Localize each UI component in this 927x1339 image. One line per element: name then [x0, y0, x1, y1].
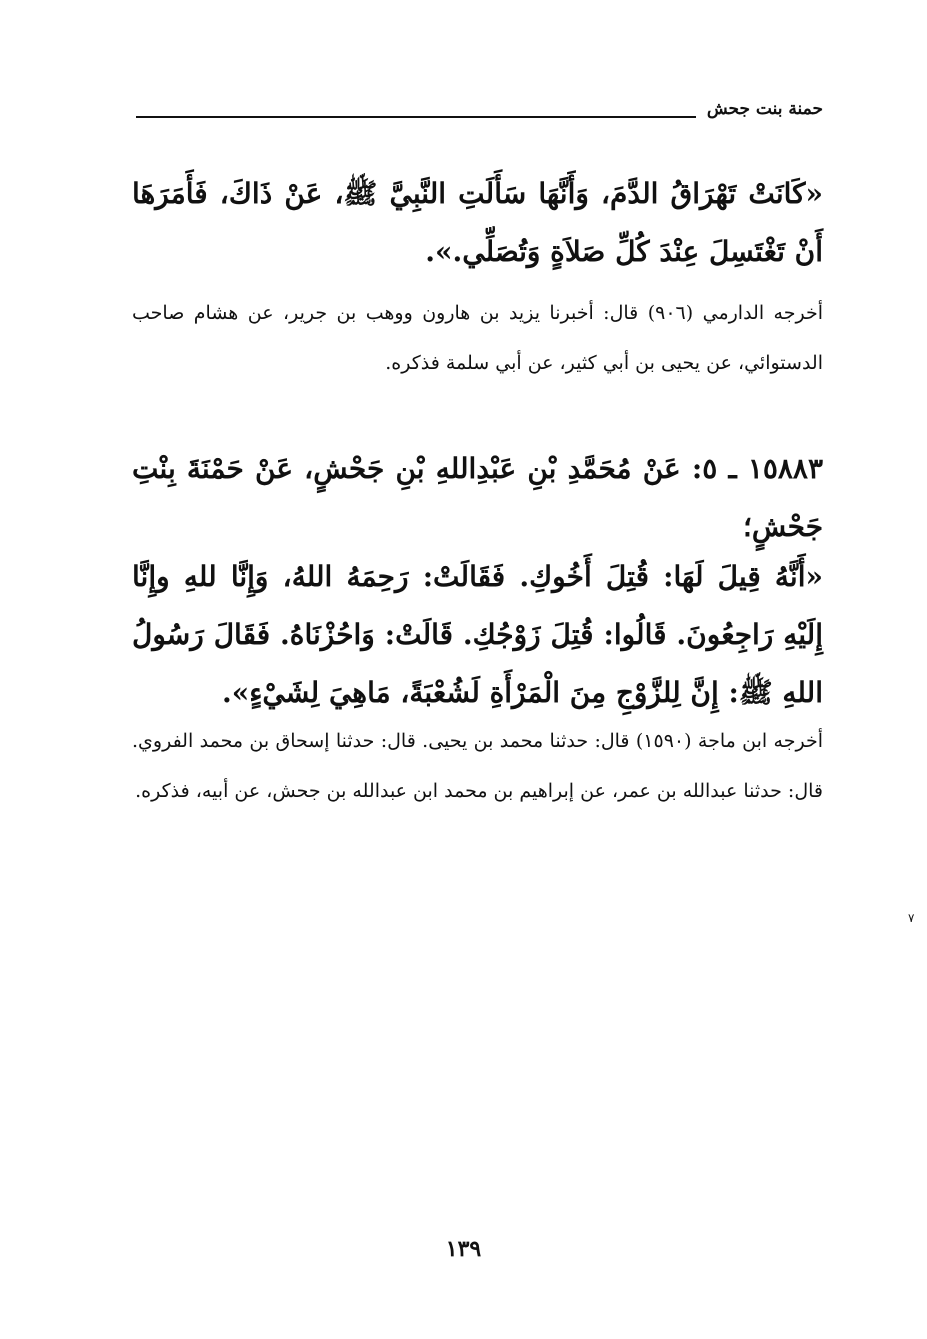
hadith-text-1: «كَانَتْ تَهْرَاقُ الدَّمَ، وَأَنَّهَا سَأَلَتِ النَّبِيَّ ﷺ، عَنْ ذَاكَ، فَأَمَرَهَا أَنْ تَغْتَسِلَ عِنْدَ كُلِّ صَلاَةٍ وَتُصَلِّي.».: [132, 177, 823, 268]
page-number: ١٣٩: [445, 1236, 482, 1262]
margin-mark: ٧: [908, 911, 915, 925]
source-citation-2: أخرجه ابن ماجة (١٥٩٠) قال: حدثنا محمد بن يحيى. قال: حدثنا إسحاق بن محمد الفروي. قال: حدثنا عبدالله بن عمر، عن إبراهيم بن محمد ابن عبدالله بن جحش، عن أبيه، فذكره.: [132, 730, 823, 802]
source-citation-1: أخرجه الدارمي (٩٠٦) قال: أخبرنا يزيد بن هارون ووهب بن جرير، عن هشام صاحب الدستوائي، عن يحيى بن أبي كثير، عن أبي سلمة فذكره.: [132, 302, 823, 374]
hadith-text-2: «أَنَّهُ قِيلَ لَهَا: قُتِلَ أَخُوكِ. فَقَالَتْ: رَحِمَهُ اللهُ، وَإِنَّا للهِ وإِنَّا إِلَيْهِ رَاجِعُونَ. قَالُوا: قُتِلَ زَوْجُكِ. قَالَتْ: وَاحُزْنَاهُ. فَقَالَ رَسُولُ اللهِ ﷺ: إِنَّ لِلزَّوْجِ مِنَ الْمَرْأَةِ لَشُعْبَةً، مَاهِيَ لِشَيْءٍ».: [132, 560, 823, 709]
header-rule: [136, 116, 696, 118]
hadith-heading-2: ١٥٨٨٣ ـ ٥: عَنْ مُحَمَّدِ بْنِ عَبْدِاللهِ بْنِ جَحْشٍ، عَنْ حَمْنَةَ بِنْتِ جَحْشٍ؛: [132, 452, 824, 543]
running-header-title: حمنة بنت جحش: [706, 99, 823, 119]
